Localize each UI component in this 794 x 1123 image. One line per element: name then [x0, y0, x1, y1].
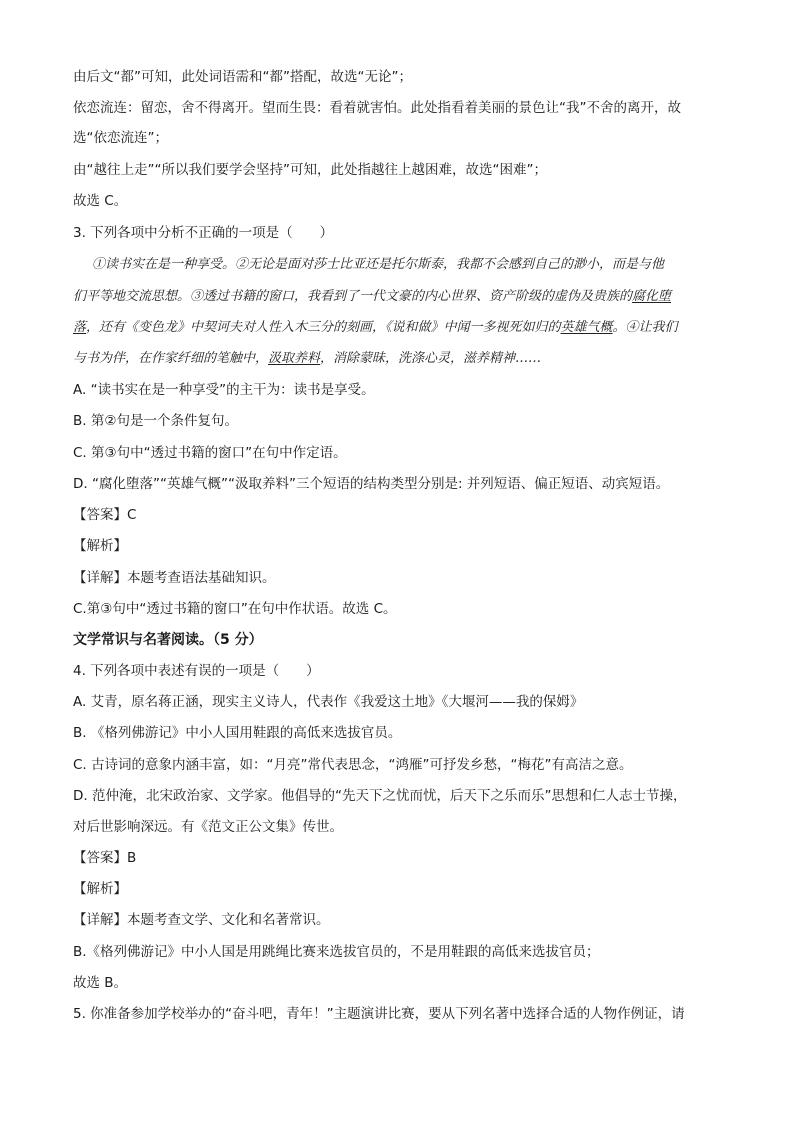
- passage-line: 们平等地交流思想。③透过书籍的窗口，我看到了一代文豪的内心世界、资产阶级的虚伪及贵族的腐化堕: [73, 289, 672, 304]
- option-c: C. 古诗词的意象内涵丰富，如：“月亮”常代表思念，“鸿雁”可抒发乡愁，“梅花”有高洁之意。: [73, 757, 633, 773]
- underlined-phrase: 腐化堕: [632, 289, 672, 304]
- underlined-phrase: 英雄气概: [560, 320, 613, 335]
- underlined-phrase: 汲取养料: [268, 351, 321, 366]
- analysis-label: 【解析】: [73, 538, 127, 554]
- question-3-stem: 3. 下列各项中分析不正确的一项是（ ）: [73, 225, 334, 241]
- passage-line: 落，还有《变色龙》中契诃夫对人性入木三分的刻画，《说和做》中闻一多视死如归的英雄气概。④让我们: [73, 320, 678, 335]
- question-5-stem: 5. 你准备参加学校举办的“奋斗吧，青年！”主题演讲比赛，要从下列名著中选择合适的人物作例证，请: [73, 1006, 685, 1022]
- option-d-continued: 对后世影响深远。有《范文正公文集》传世。: [73, 819, 343, 835]
- question-4-stem: 4. 下列各项中表述有误的一项是（ ）: [73, 663, 320, 679]
- answer-label: 【答案】C: [73, 507, 137, 523]
- option-d: D. “腐化堕落”“英雄气概”“汲取养料”三个短语的结构类型分别是: 并列短语、偏正短语、动宾短语。: [73, 476, 670, 492]
- text-line: 由后文“都”可知，此处词语需和“都”搭配，故选“无论”；: [73, 69, 412, 85]
- text-line: 依恋流连：留恋，舍不得离开。望而生畏：看着就害怕。此处指看着美丽的景色让“我”不舍的离开，故: [73, 100, 681, 116]
- detail-text: 【详解】本题考查语法基础知识。: [73, 570, 276, 586]
- detail-text: 【详解】本题考查文学、文化和名著常识。: [73, 912, 330, 928]
- text-line: 由“越往上走”“所以我们要学会坚持”可知，此处指越往上越困难，故选“困难”；: [73, 162, 547, 178]
- underlined-phrase: 落: [73, 320, 87, 335]
- explanation-text: C.第③句中“透过书籍的窗口”在句中作状语。故选 C。: [73, 601, 397, 617]
- option-d: D. 范仲淹，北宋政治家、文学家。他倡导的“先天下之忧而忧，后天下之乐而乐”思想和仁人志士节操，: [73, 788, 687, 804]
- section-heading: 文学常识与名著阅读。（5 分）: [73, 632, 263, 648]
- analysis-label: 【解析】: [73, 881, 127, 897]
- option-b: B. 第②句是一个条件复句。: [73, 413, 238, 429]
- final-choice-text: 故选 B。: [73, 975, 128, 991]
- answer-label: 【答案】B: [73, 850, 137, 866]
- explanation-text: B.《格列佛游记》中小人国是用跳绳比赛来选拔官员的，不是用鞋跟的高低来选拔官员；: [73, 944, 600, 960]
- option-a: A. 艾青，原名蒋正涵，现实主义诗人，代表作《我爱这土地》《大堰河——我的保姆》: [73, 694, 584, 710]
- passage-line: 与书为伴，在作家纤细的笔触中，汲取养料，消除蒙昧，洗涤心灵，滋养精神……: [73, 351, 542, 366]
- option-a: A. “读书实在是一种享受”的主干为：读书是享受。: [73, 382, 375, 398]
- passage-line: ①读书实在是一种享受。②无论是面对莎士比亚还是托尔斯泰，我都不会感到自己的渺小，而是与他: [92, 257, 665, 272]
- option-b: B. 《格列佛游记》中小人国用鞋跟的高低来选拔官员。: [73, 725, 402, 741]
- text-line: 选“依恋流连”；: [73, 130, 168, 146]
- option-c: C. 第③句中“透过书籍的窗口”在句中作定语。: [73, 445, 347, 461]
- text-line: 故选 C。: [73, 193, 128, 209]
